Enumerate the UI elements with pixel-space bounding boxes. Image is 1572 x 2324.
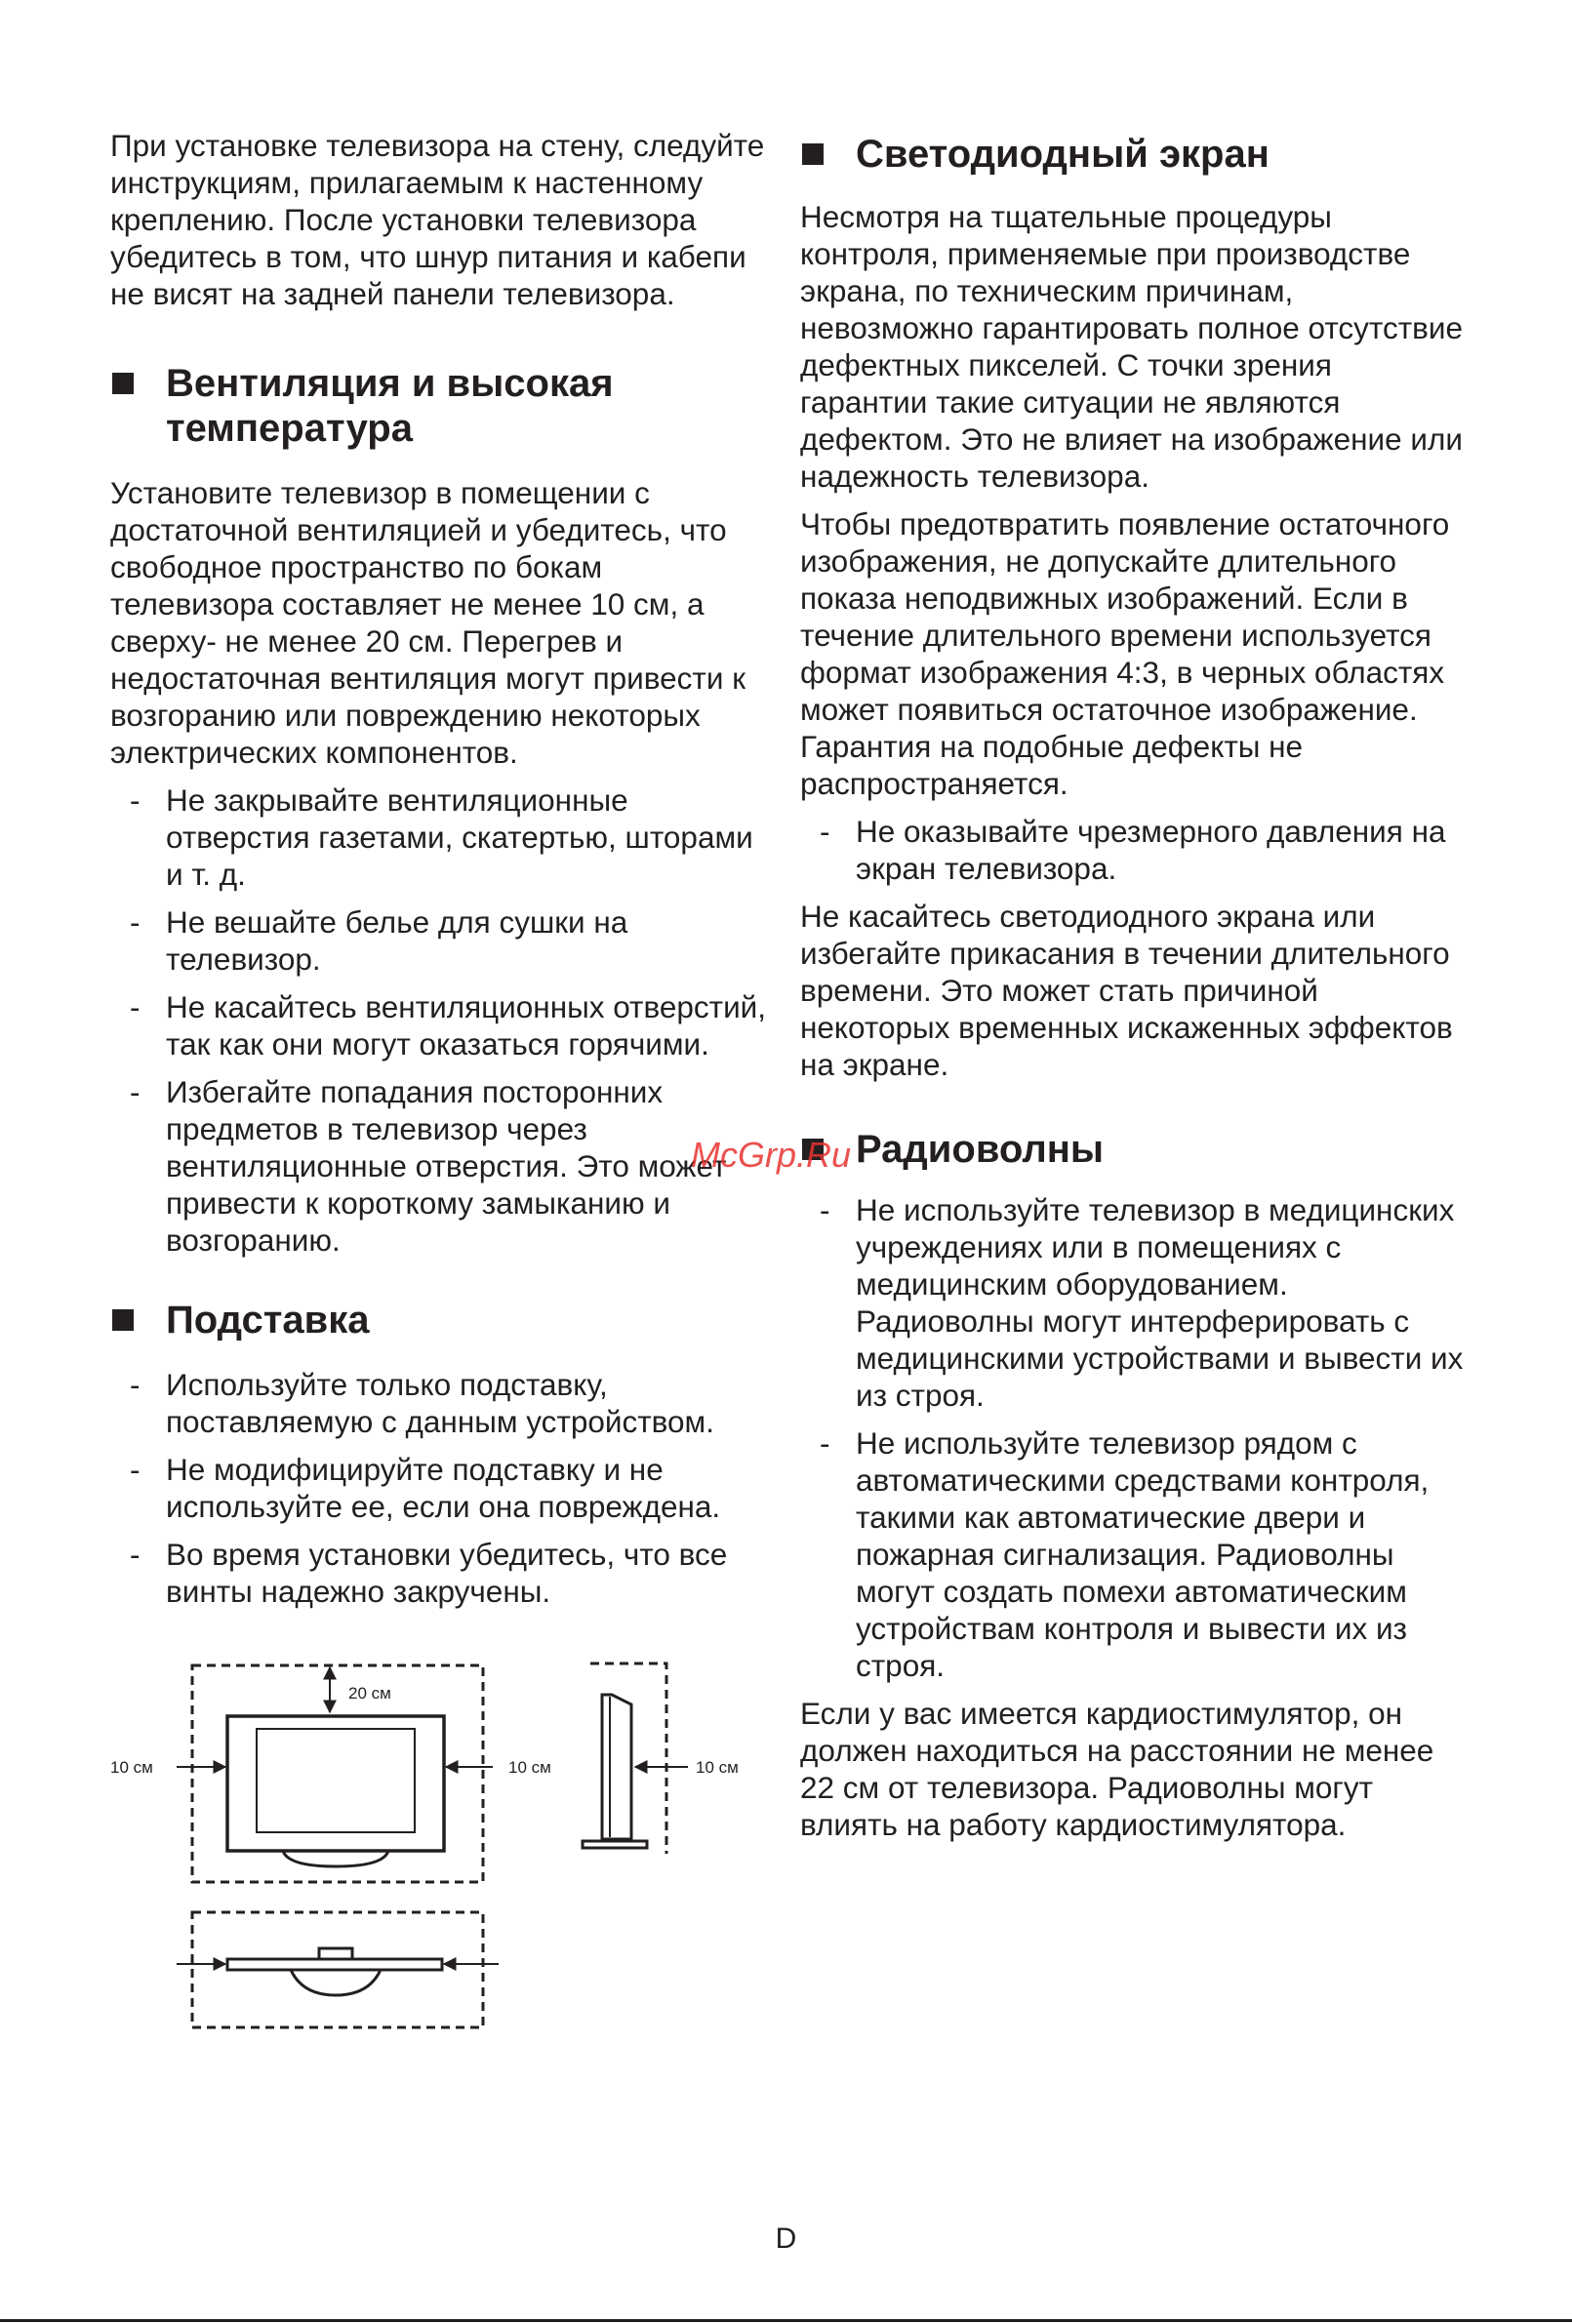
tv-side-stand <box>583 1841 647 1848</box>
heading-bullet-icon <box>112 1309 134 1331</box>
heading-bullet-icon <box>112 373 134 394</box>
led-screen-heading: Светодиодный экран <box>800 132 1464 177</box>
tv-side-profile <box>602 1695 631 1839</box>
list-item: - Используйте только подставку, поставляемую с данным устройством. <box>130 1367 714 1439</box>
list-item: - Во время установки убедитесь, что все винты надежно закручены. <box>130 1537 728 1609</box>
watermark-text: McGrp.Ru <box>691 1135 852 1175</box>
list-item: - Не используйте телевизор рядом с автоматическими средствами контроля, такими как автоматические двери и пожарная сигнализация. Радиоволны могут создать помехи автоматическим устройствам контроля и вывести их из строя. <box>820 1425 1430 1683</box>
stand-list <box>110 1366 774 1610</box>
top-clearance-label: 20 см <box>348 1684 391 1703</box>
led-paragraph-2: Чтобы предотвратить появление остаточного изображения, не допускайте длительного показа неподвижных изображений. Если в течение длительного времени используется формат изображения 4:3, в черных областях может появиться остаточное изображение. Гарантия на подобные дефекты не распространяется. <box>800 506 1450 801</box>
left-column <box>110 127 774 1621</box>
radio-waves-heading: Радиоволны <box>800 1127 1464 1172</box>
tv-front-stand <box>283 1851 388 1866</box>
intro-paragraph: При установке телевизора на стену, следуйте инструкциям, прилагаемым к настенному креплению. После установки телевизора убедитесь в том, что шнур питания и кабепи не висят на задней панели телевизора. <box>110 128 765 311</box>
bottom-rule <box>0 2319 1572 2322</box>
list-item: - Не касайтесь вентиляционных отверстий, так как они могут оказаться горячими. <box>130 989 767 1062</box>
ventilation-heading-line1: Вентиляция и высокая <box>166 362 614 405</box>
page-letter: D <box>775 2223 797 2255</box>
side-clearance-label: 10 см <box>696 1758 739 1777</box>
ventilation-heading-line2: температура <box>166 407 413 450</box>
ventilation-heading <box>110 361 774 451</box>
list-item: - Не закрывайте вентиляционные отверстия газетами, скатертью, шторами и т. д. <box>130 782 753 892</box>
tv-topdown-mount <box>319 1948 352 1959</box>
list-item: - Не используйте телевизор в медицинских учреждениях или в помещениях с медицинским оборудованием. Радиоволны могут интерферировать с медицинскими устройствами и вывести их из строя. <box>820 1192 1464 1413</box>
radio-list <box>800 1191 1464 1684</box>
stand-heading: Подставка <box>110 1298 774 1342</box>
ventilation-list <box>110 781 774 1259</box>
led-paragraph-1: Несмотря на тщательные процедуры контроля, применяемые при производстве экрана, по техническим причинам, невозможно гарантировать полное отсутствие дефектных пикселей. С точки зрения гарантии такие ситуации не являются дефектом. Это не влияет на изображение или надежность телевизора. <box>800 199 1464 494</box>
pacemaker-paragraph: Если у вас имеется кардиостимулятор, он должен находиться на расстоянии не менее 22 см от телевизора. Радиоволны могут влиять на работу кардиостимулятора. <box>800 1696 1434 1842</box>
led-paragraph-3: Не касайтесь светодиодного экрана или избегайте прикасания в течении длительного времени. Это может стать причиной некоторых временных искаженных эффектов на экране. <box>800 899 1453 1082</box>
list-item: - Избегайте попадания посторонних предметов в телевизор через вентиляционные отверстия. Это может привести к короткому замыканию и возгоранию. <box>130 1074 727 1258</box>
ventilation-clearance-diagram <box>102 1654 766 2039</box>
tv-front-frame <box>227 1716 444 1851</box>
tv-front-screen <box>257 1729 415 1832</box>
heading-bullet-icon <box>802 143 824 165</box>
list-item: - Не оказывайте чрезмерного давления на экран телевизора. <box>820 814 1446 886</box>
left-clearance-label: 10 см <box>110 1758 153 1777</box>
led-list <box>800 813 1464 887</box>
right-column <box>800 127 1464 1854</box>
list-item: - Не вешайте белье для сушки на телевизор. <box>130 904 628 977</box>
right-clearance-label: 10 см <box>508 1758 551 1777</box>
tv-topdown-body <box>227 1959 442 1970</box>
list-item: - Не модифицируйте подставку и не используйте ее, если она повреждена. <box>130 1452 721 1524</box>
tv-topdown-stand <box>291 1970 381 1995</box>
ventilation-paragraph: Установите телевизор в помещении с достаточной вентиляцией и убедитесь, что свободное пространство по бокам телевизора составляет не менее 10 см, а сверху- не менее 20 см. Перегрев и недостаточная вентиляция могут привести к возгоранию или повреждению некоторых электрических компонентов. <box>110 475 746 770</box>
